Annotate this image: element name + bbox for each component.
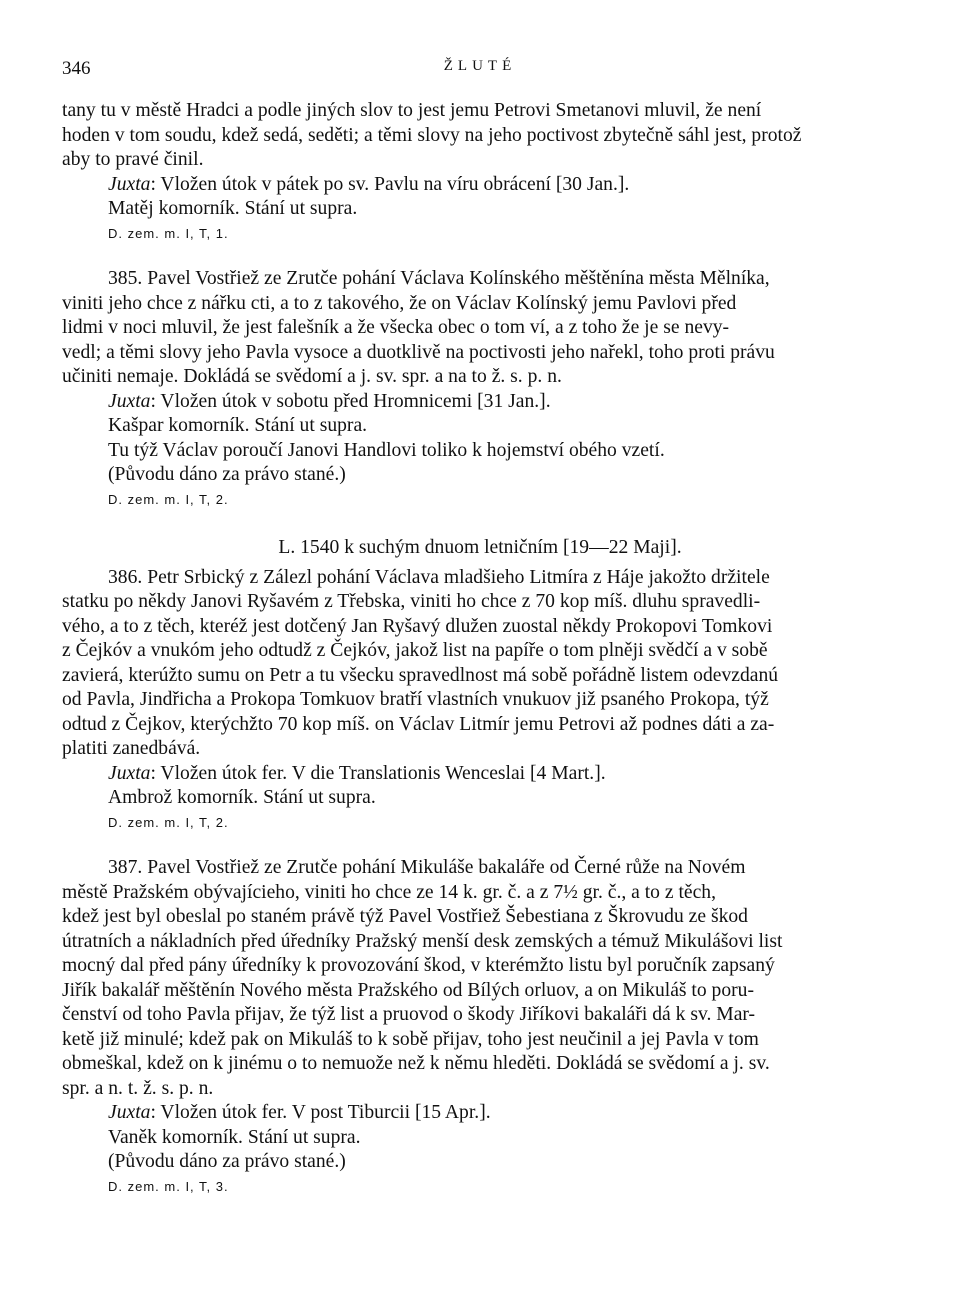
running-head: ŽLUTÉ bbox=[443, 58, 517, 74]
note-line: Tu týž Václav poroučí Janovi Handlovi toliko k hojemství obého vzetí. bbox=[108, 439, 665, 461]
text-line: útratních a nákladních před úředníky Pražský menší desk zemských a témuž Mikulášovi list bbox=[62, 930, 783, 952]
text-line: viniti jeho chce z nářku cti, a to z takového, že on Václav Kolínský jemu Pavlovi před bbox=[62, 292, 737, 314]
text-line: obmeškal, kdež on k jinému o to nemuože než k němu hleděti. Dokládá se svědomí a j. sv. bbox=[62, 1053, 770, 1074]
text-line: 386. Petr Srbický z Zálezl pohání Václava mladšieho Litmíra z Háje jakožto držitele bbox=[108, 566, 770, 588]
juxta-text: : Vložen útok v sobotu před Hromnicemi [31 Jan.]. bbox=[150, 390, 551, 412]
text-line: lidmi v noci mluvil, že jest falešník a že všecka obec o tom ví, a z toho že je se nevy- bbox=[62, 317, 730, 338]
text-line: spr. a n. t. ž. s. p. n. bbox=[62, 1077, 214, 1099]
juxta-text: : Vložen útok v pátek po sv. Pavlu na víru obrácení [30 Jan.]. bbox=[150, 173, 630, 195]
text-line: platiti zanedbává. bbox=[62, 738, 201, 759]
juxta-line bbox=[62, 173, 898, 198]
entry-continuation bbox=[62, 99, 898, 246]
text-line: vedl; a těmi slovy jeho Pavla vysoce a duotklivě na poctivosti jeho nařekl, toho proti právu bbox=[62, 341, 775, 363]
juxta-text: : Vložen útok fer. V die Translationis Wenceslai [4 Mart.]. bbox=[150, 762, 606, 784]
text-line: mocný dal před pány úředníky k provozování škod, v kterémžto listu byl poručník zapsaný bbox=[62, 955, 775, 976]
section-heading: L. 1540 k suchým dnuom letničním [19—22 Maji]. bbox=[278, 537, 682, 558]
document-page bbox=[62, 58, 898, 1199]
juxta-label: Juxta bbox=[108, 173, 151, 195]
juxta-label: Juxta bbox=[108, 762, 151, 784]
note-line: Vaněk komorník. Stání ut supra. bbox=[108, 1126, 361, 1148]
note-line: Kašpar komorník. Stání ut supra. bbox=[108, 415, 368, 436]
juxta-label: Juxta bbox=[108, 390, 151, 412]
text-line: zavierá, kterúžto sumu on Petr a tu všecku spravedlnost má sobě pořádně listem odevzdanú bbox=[62, 664, 779, 686]
entry-385 bbox=[62, 267, 898, 512]
juxta-text: : Vložen útok fer. V post Tiburcii [15 Apr.]. bbox=[150, 1102, 491, 1123]
source-reference: D. zem. m. I, T, 1. bbox=[108, 225, 229, 241]
note-line: Ambrož komorník. Stání ut supra. bbox=[108, 787, 376, 808]
text-line: městě Pražském obývajícieho, viniti ho chce ze 14 k. gr. č. a z 7½ gr. č., a to z těch, bbox=[62, 881, 716, 903]
text-line: ketě již minulé; kdež pak on Mikuláš to k sobě přijav, toho jest neučinil a jej Pavla v tom bbox=[62, 1028, 759, 1050]
text-line: 385. Pavel Vostřiež ze Zrutče pohání Václava Kolínského měštěnína města Mělníka, bbox=[108, 268, 770, 289]
text-line: učiniti nemaje. Dokládá se svědomí a j. sv. spr. a na to ž. s. p. n. bbox=[62, 366, 562, 387]
text-line: aby to pravé činil. bbox=[62, 149, 204, 170]
text-line: kdež jest byl obeslal po staném právě týž Pavel Vostřiež Šebestiana z Škrovudu ze škod bbox=[62, 906, 748, 927]
page-number: 346 bbox=[62, 58, 91, 79]
text-line: vého, a to z těch, kteréž jest dotčený Jan Ryšavý dlužen zuostal někdy Prokopovi Tomkovi bbox=[62, 615, 773, 637]
text-line: 387. Pavel Vostřiež ze Zrutče pohání Mikuláše bakaláře od Černé růže na Novém bbox=[108, 857, 746, 878]
text-line: od Pavla, Jindřicha a Prokopa Tomkuov bratří vlastních vnukuov již psaného Prokopa, týž bbox=[62, 689, 769, 710]
juxta-line bbox=[62, 762, 898, 787]
page-header bbox=[62, 58, 898, 88]
entry-386 bbox=[62, 566, 898, 836]
text-line: tany tu v městě Hradci a podle jiných slov to jest jemu Petrovi Smetanovi mluvil, že není bbox=[62, 100, 762, 121]
juxta-label: Juxta bbox=[108, 1102, 151, 1123]
text-line: Jiřík bakalář měštěnín Nového města Pražského od Bílých orluov, a on Mikuláš to poru- bbox=[62, 979, 754, 1001]
juxta-line bbox=[62, 390, 898, 415]
text-line: odtud z Čejkov, kterýchžto 70 kop míš. on Václav Litmír jemu Petrovi až podnes dáti a za- bbox=[62, 713, 775, 735]
text-line: z Čejkóv a vnukóm jeho odtudž z Čejkóv, jakož list na papíře o tom plněji svědčí a v sobě bbox=[62, 640, 768, 661]
entry-387 bbox=[62, 856, 898, 1199]
source-reference: D. zem. m. I, T, 2. bbox=[108, 491, 229, 507]
source-reference: D. zem. m. I, T, 3. bbox=[108, 1178, 229, 1194]
source-reference: D. zem. m. I, T, 2. bbox=[108, 814, 229, 830]
juxta-line bbox=[62, 1101, 898, 1126]
note-line: Matěj komorník. Stání ut supra. bbox=[108, 198, 358, 219]
note-line: (Původu dáno za právo stané.) bbox=[108, 464, 346, 485]
text-line: čenství od toho Pavla přijav, že týž list a pruovod o škody Jiříkovi bakaláři dá k sv. Mar- bbox=[62, 1004, 756, 1025]
text-line: statku po někdy Janovi Ryšavém z Třebska, viniti ho chce z 70 kop míš. dluhu spravedli- bbox=[62, 591, 761, 612]
note-line: (Původu dáno za právo stané.) bbox=[108, 1151, 346, 1172]
text-line: hoden v tom soudu, kdež sedá, seděti; a těmi slovy na jeho poctivost zbytečně sáhl jest, protož bbox=[62, 124, 802, 146]
